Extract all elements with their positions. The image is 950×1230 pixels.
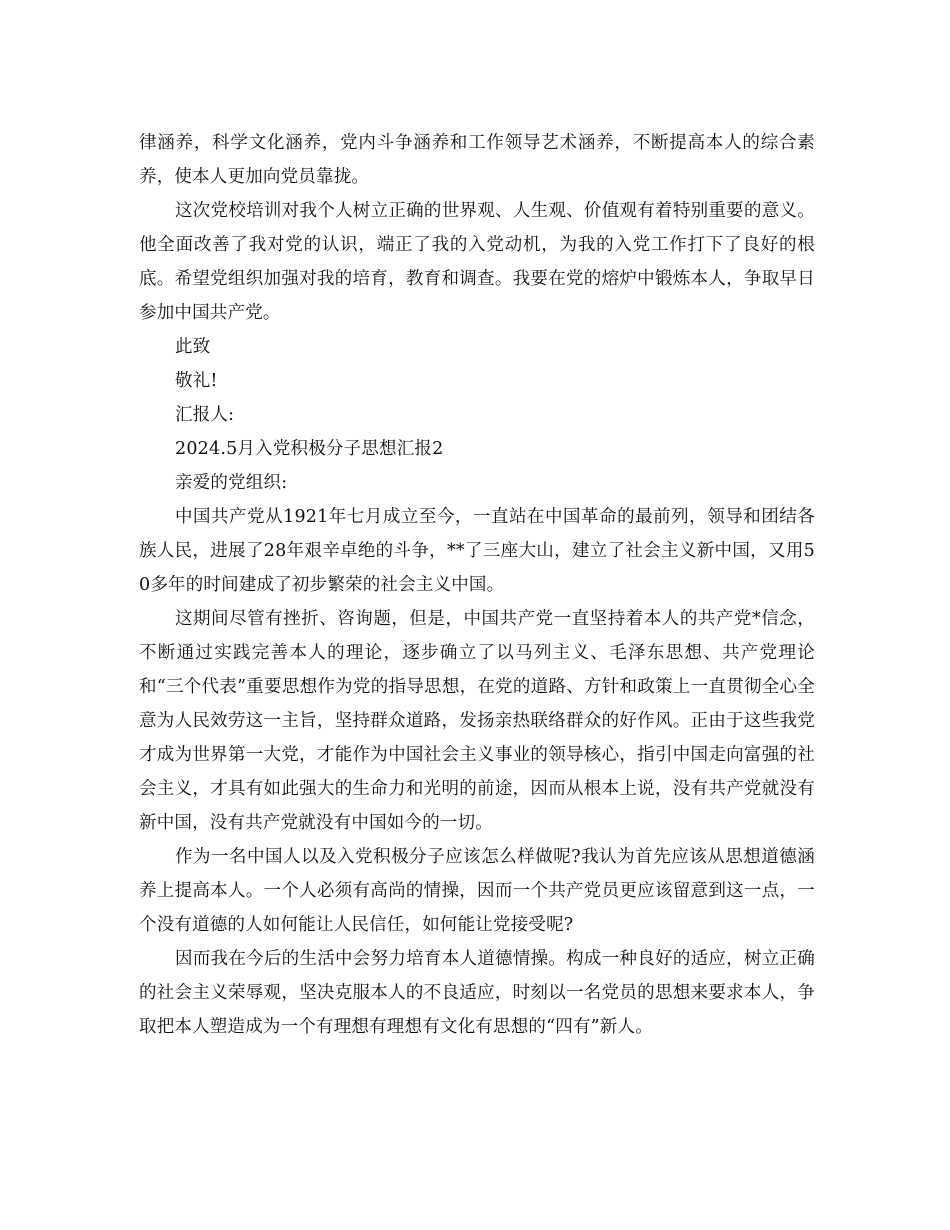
paragraph-6: 因而我在今后的生活中会努力培育本人道德情操。构成一种良好的适应，树立正确的社会主义荣辱观，坚决克服本人的不良适应，时刻以一名党员的思想来要求本人，争取把本人塑造成为一个有理想有理想有文化有思想的“四有”新人。 xyxy=(139,949,815,1037)
paragraph-5: 作为一名中国人以及入党积极分子应该怎么样做呢?我认为首先应该从思想道德涵养上提高本人。一个人必须有高尚的情操，因而一个共产党员更应该留意到这一点，一个没有道德的人如何能让人民信任，如何能让党接受呢? xyxy=(139,847,815,935)
paragraph-2: 这次党校培训对我个人树立正确的世界观、人生观、价值观有着特别重要的意义。他全面改善了我对党的认识，端正了我的入党动机，为我的入党工作打下了良好的根底。希望党组织加强对我的培育，教育和调查。我要在党的熔炉中锻炼本人，争取早日参加中国共产党。 xyxy=(139,201,815,323)
closing-respect: 敬礼! xyxy=(175,371,218,391)
report-title: 2024.5月入党积极分子思想汇报2 xyxy=(175,439,444,459)
reporter-label: 汇报人: xyxy=(175,405,235,425)
closing-salutation: 此致 xyxy=(175,337,211,357)
paragraph-1: 律涵养，科学文化涵养，党内斗争涵养和工作领导艺术涵养，不断提高本人的综合素养，使本人更加向党员靠拢。 xyxy=(139,133,815,187)
greeting: 亲爱的党组织: xyxy=(175,473,288,493)
paragraph-3: 中国共产党从1921年七月成立至今，一直站在中国革命的最前列，领导和团结各族人民，进展了28年艰辛卓绝的斗争，**了三座大山，建立了社会主义新中国，又用50多年的时间建成了初步繁荣的社会主义中国。 xyxy=(139,507,815,595)
document-body xyxy=(139,126,815,1044)
paragraph-4: 这期间尽管有挫折、咨询题，但是，中国共产党一直坚持着本人的共产党*信念，不断通过实践完善本人的理论，逐步确立了以马列主义、毛泽东思想、共产党理论和“三个代表”重要思想作为党的指导思想，在党的道路、方针和政策上一直贯彻全心全意为人民效劳这一主旨，坚持群众道路，发扬亲热联络群众的好作风。正由于这些我党才成为世界第一大党，才能作为中国社会主义事业的领导核心，指引中国走向富强的社会主义，才具有如此强大的生命力和光明的前途，因而从根本上说，没有共产党就没有新中国，没有共产党就没有中国如今的一切。 xyxy=(139,609,815,833)
